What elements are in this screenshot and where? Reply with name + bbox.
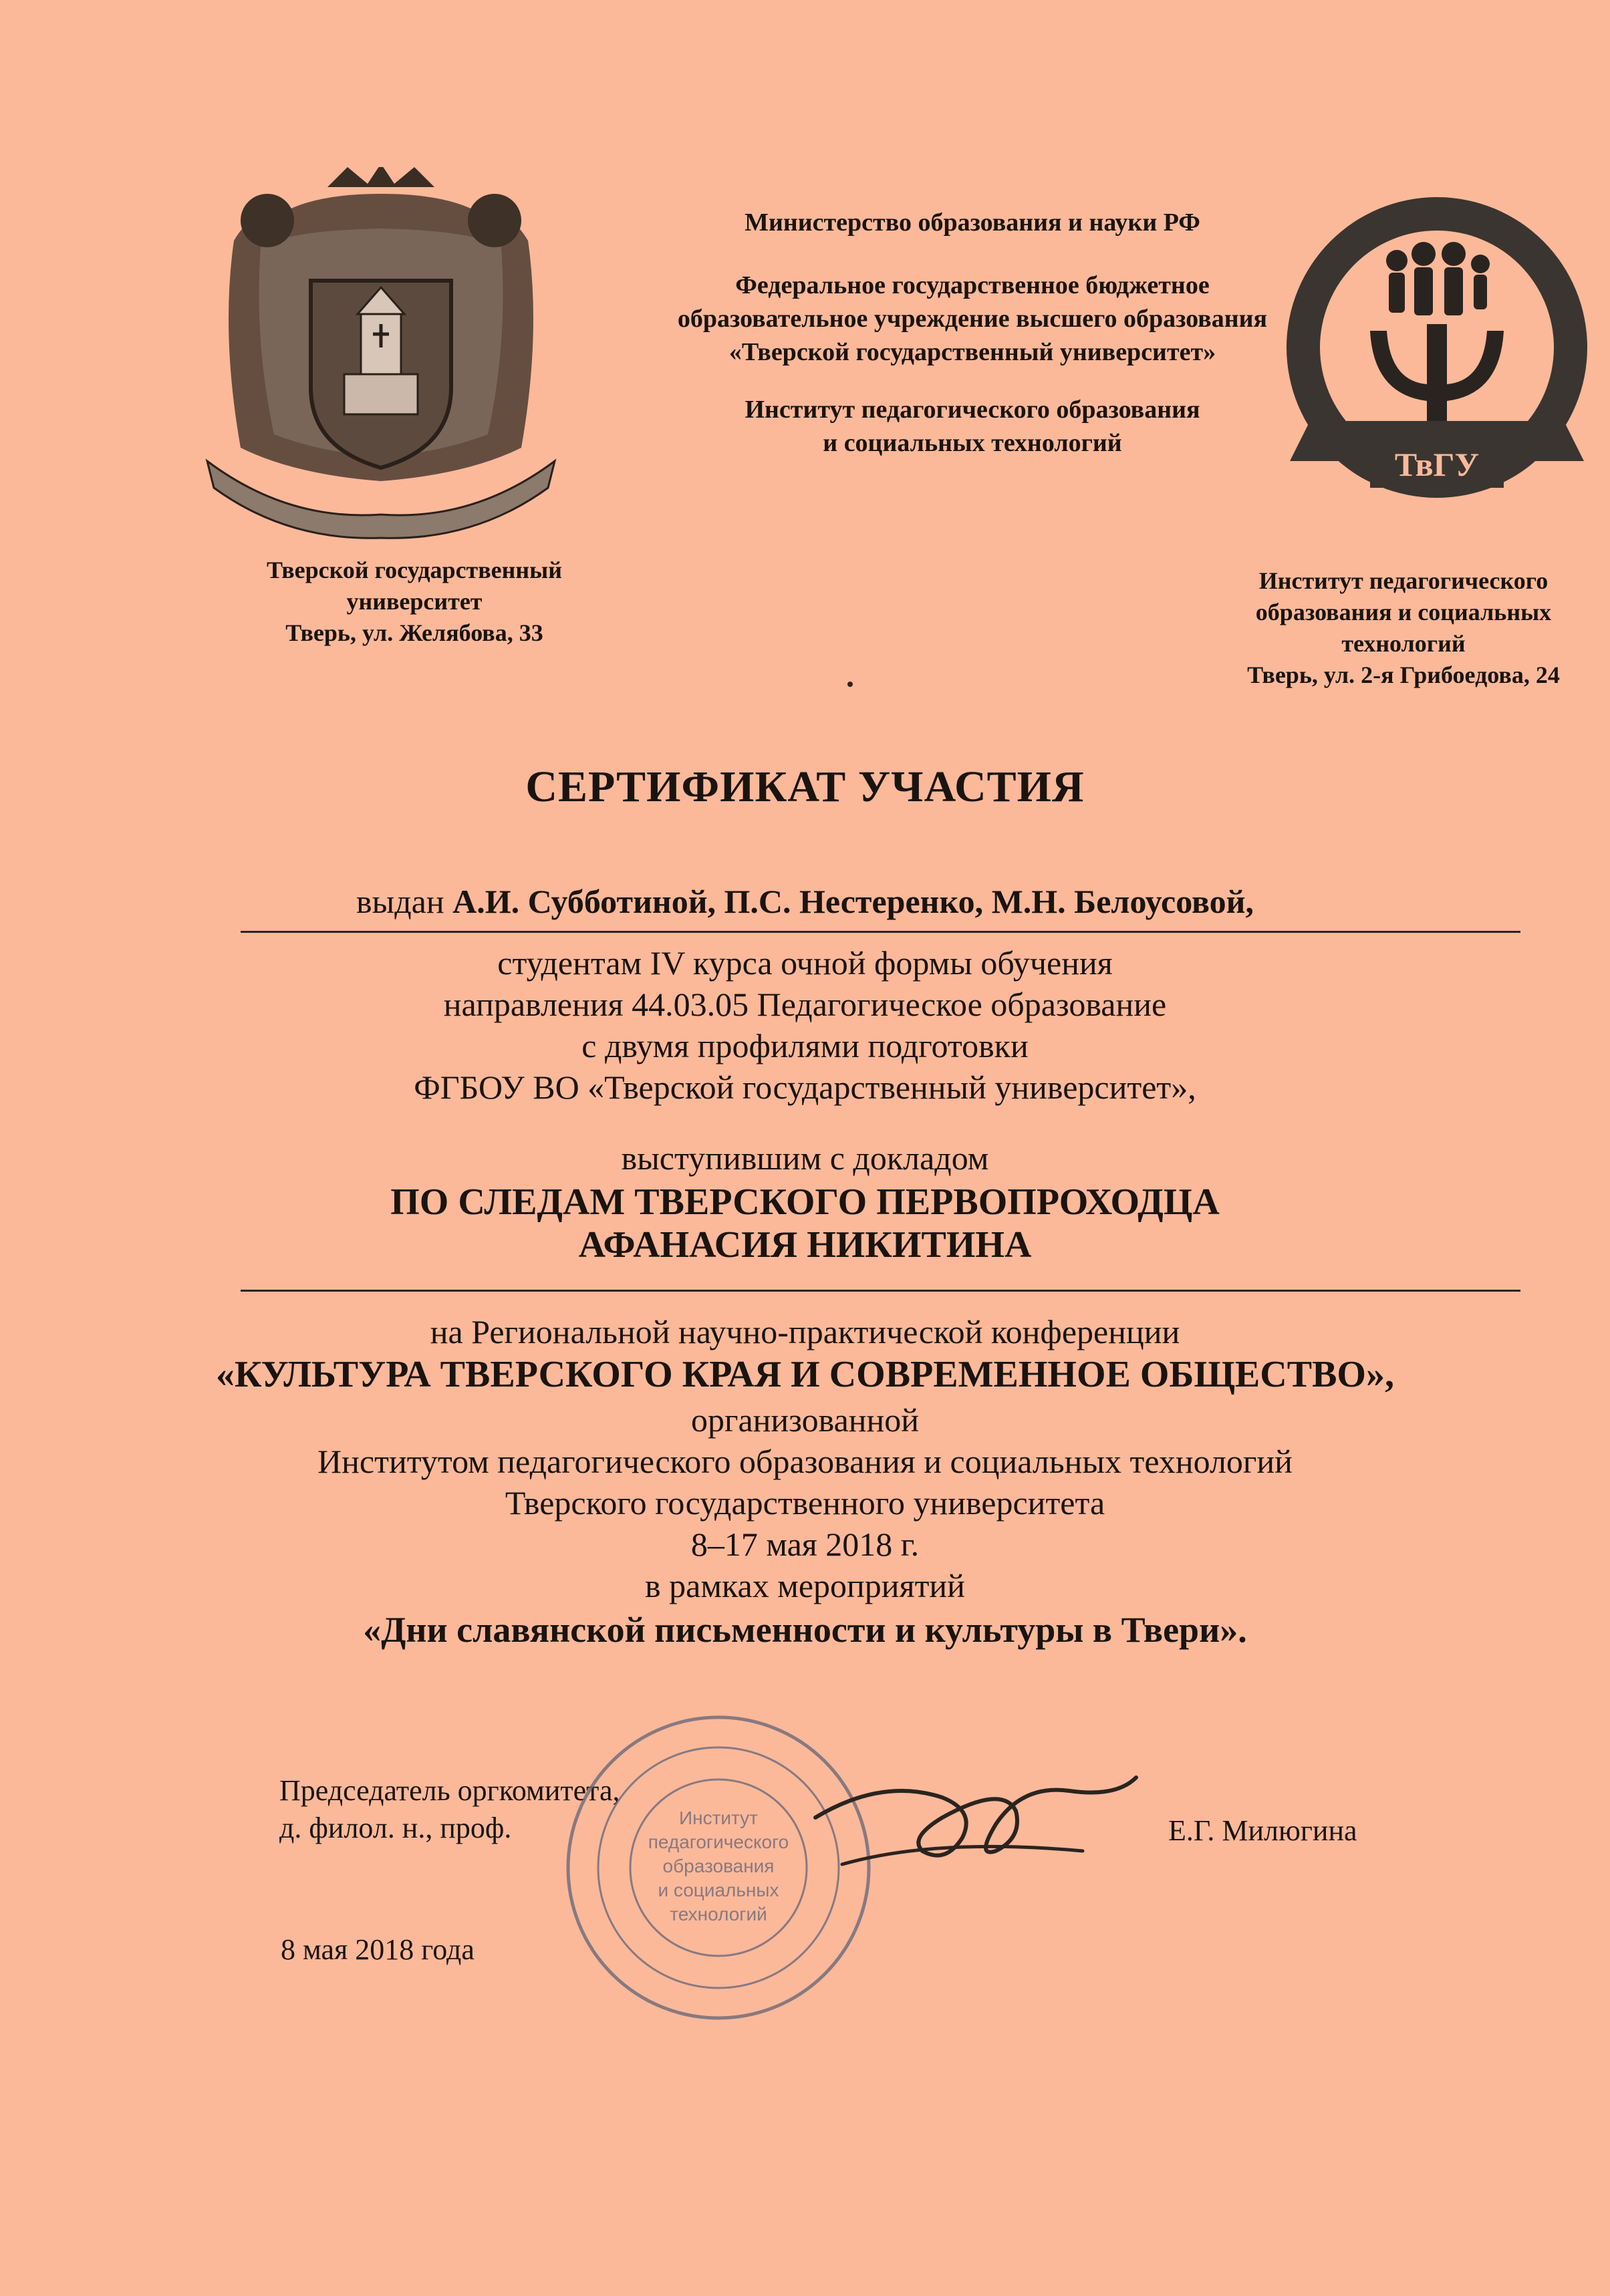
speck-mark <box>847 682 853 687</box>
address-line: Институт педагогического <box>1258 567 1549 594</box>
university-full-name <box>561 269 1383 369</box>
position-line: Председатель оргкомитета, <box>279 1774 620 1807</box>
event-name: «Дни славянской письменности и культуры в Твери». <box>363 1610 1247 1650</box>
event-intro: в рамках мероприятий <box>645 1567 965 1604</box>
student-line: студентам IV курса очной формы обучения <box>497 944 1113 982</box>
organizer-line: Тверского государственного университета <box>505 1484 1105 1522</box>
issued-to-line <box>0 882 1610 921</box>
address-line: университет <box>346 588 483 615</box>
organizer-line: организованной <box>690 1401 920 1439</box>
stamp-center-line: и социальных <box>658 1880 779 1900</box>
conference-dates: 8–17 мая 2018 г. <box>690 1526 920 1563</box>
organizer-line: Институтом педагогического образования и социальных технологий <box>317 1443 1293 1480</box>
recipients: А.И. Субботиной, П.С. Нестеренко, М.Н. Белоусовой, <box>452 883 1254 920</box>
university-address <box>194 555 635 649</box>
divider <box>241 931 1520 933</box>
institute-line: Институт педагогического образования <box>745 396 1200 424</box>
report-title-line: АФАНАСИЯ НИКИТИНА <box>578 1224 1032 1266</box>
stamp-center-line: педагогического <box>648 1832 789 1852</box>
address-line: Тверь, ул. 2-я Грибоедова, 24 <box>1247 662 1560 688</box>
conference-intro: на Региональной научно-практической конференции <box>430 1313 1180 1350</box>
stamp-center-line: технологий <box>670 1904 767 1924</box>
chair-name: Е.Г. Милюгина <box>1168 1814 1357 1847</box>
federal-line: образовательное учреждение высшего образования <box>677 305 1268 333</box>
institute-address <box>1196 565 1610 691</box>
institute-psi-logo-icon <box>1263 187 1610 535</box>
stamp-center-line: образования <box>662 1856 775 1876</box>
position-line: д. филол. н., проф. <box>279 1812 512 1844</box>
ministry-heading: Министерство образования и науки РФ <box>745 208 1200 237</box>
stamp-center-line: Институт <box>678 1808 759 1828</box>
address-line: Тверь, ул. Желябова, 33 <box>285 619 543 646</box>
student-line: с двумя профилями подготовки <box>581 1027 1029 1064</box>
federal-line: Федеральное государственное бюджетное <box>735 271 1210 299</box>
address-line: образования и социальных <box>1255 599 1552 625</box>
handwritten-signature-icon <box>802 1737 1150 1911</box>
report-intro: выступившим с докладом <box>621 1139 989 1177</box>
university-coat-of-arms-icon <box>194 167 568 541</box>
federal-line: «Тверской государственный университет» <box>728 338 1216 366</box>
address-line: Тверской государственный <box>267 557 562 583</box>
divider <box>241 1290 1520 1292</box>
signing-date: 8 мая 2018 года <box>281 1933 475 1966</box>
address-line: технологий <box>1341 630 1466 657</box>
issued-prefix: выдан <box>356 883 444 920</box>
student-line: ФГБОУ ВО «Тверской государственный университет», <box>414 1068 1196 1106</box>
report-title-line: ПО СЛЕДАМ ТВЕРСКОГО ПЕРВОПРОХОДЦА <box>390 1181 1220 1223</box>
student-line: направления 44.03.05 Педагогическое образование <box>443 986 1167 1023</box>
conference-name: «КУЛЬТУРА ТВЕРСКОГО КРАЯ И СОВРЕМЕННОЕ ОБЩЕСТВО», <box>216 1354 1394 1395</box>
institute-line: и социальных технологий <box>823 429 1122 457</box>
institute-heading <box>561 393 1383 460</box>
certificate-title: СЕРТИФИКАТ УЧАСТИЯ <box>525 762 1085 811</box>
logo-banner-text: ТвГУ <box>1394 446 1480 483</box>
